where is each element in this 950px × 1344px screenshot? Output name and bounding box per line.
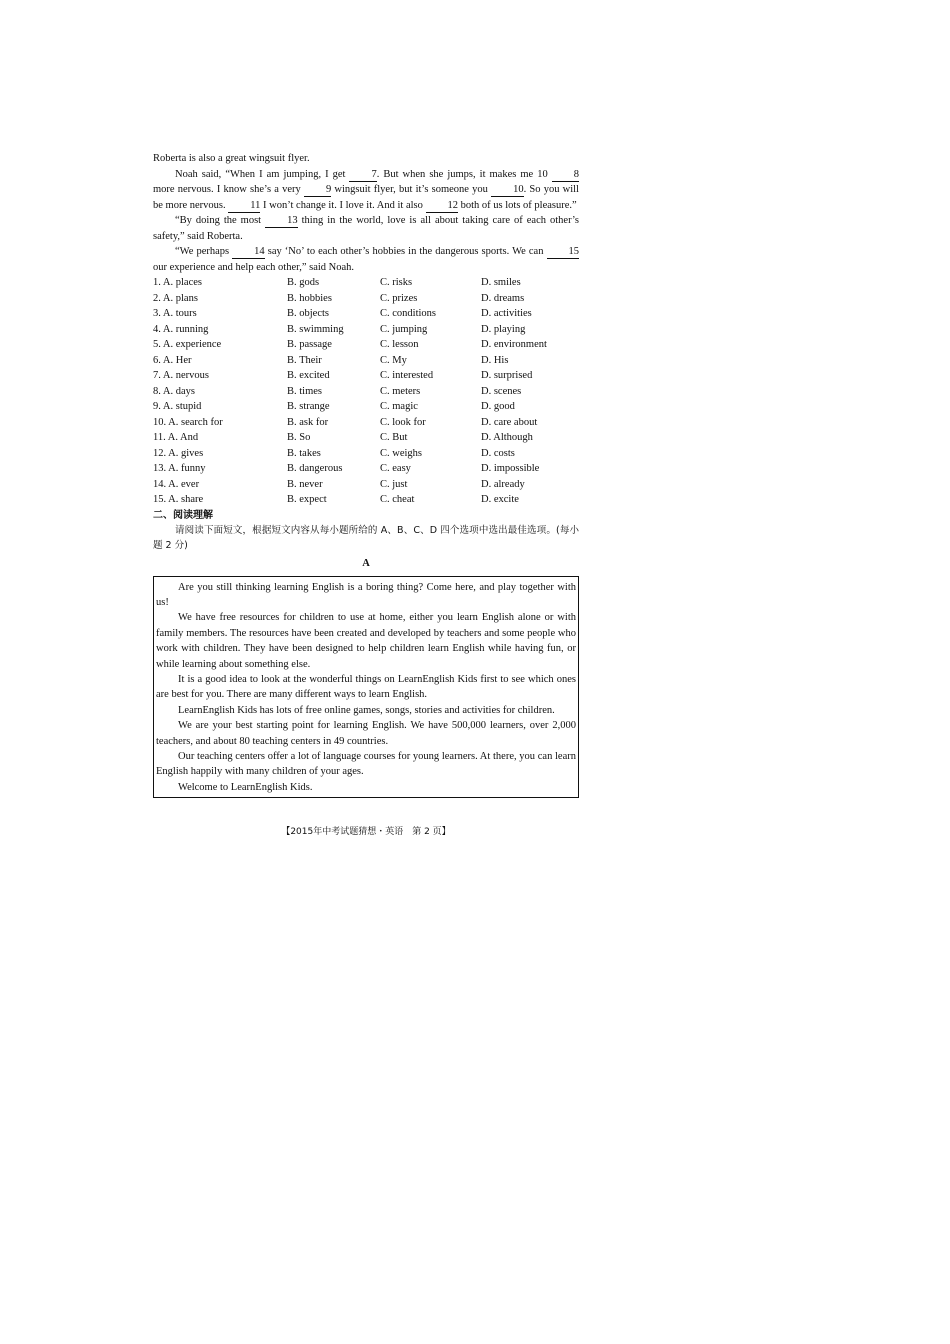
option-b: B. objects <box>287 308 329 319</box>
option-d: D. His <box>481 354 509 366</box>
option-c: C. easy <box>380 463 411 474</box>
option-row <box>153 399 579 415</box>
option-d: D. impossible <box>481 463 540 474</box>
passage-label: A <box>362 558 370 569</box>
option-c: C. lesson <box>380 339 419 350</box>
option-b: B. never <box>287 478 323 490</box>
option-a: 2. A. plans <box>153 292 198 304</box>
option-row <box>153 492 579 508</box>
option-c: C. interested <box>380 370 434 381</box>
option-a: 10. A. search for <box>153 416 223 428</box>
cloze-paragraph <box>153 244 579 275</box>
blank-7: 7 <box>349 169 376 182</box>
option-b: B. dangerous <box>287 463 343 474</box>
option-b: B. passage <box>287 339 332 350</box>
option-c: C. My <box>380 354 407 366</box>
text-run: I won’t change it. I love it. And it also <box>260 199 426 211</box>
option-a: 1. A. places <box>153 277 202 288</box>
passage-paragraph: We have free resources for children to use at home, either you learn English alone or with family members. The resources have been created and developed by teachers and some people who work with children. They have been designed to help children learn English while having fun, or while learning about something else. <box>156 612 576 670</box>
option-b: B. So <box>287 432 311 443</box>
option-d: D. dreams <box>481 292 525 304</box>
blank-15: 15 <box>547 246 580 259</box>
option-c: C. risks <box>380 277 413 288</box>
passage-paragraph: LearnEnglish Kids has lots of free online games, songs, stories and activities for children. <box>178 704 555 716</box>
cloze-line: Roberta is also a great wingsuit flyer. <box>153 153 310 164</box>
option-c: C. prizes <box>380 292 418 304</box>
section-title: 二、阅读理解 <box>153 509 213 521</box>
option-d: D. already <box>481 478 525 490</box>
text-run: . So you will be more nervous. <box>153 184 579 211</box>
cloze-paragraph <box>153 213 579 244</box>
option-d: D. care about <box>481 416 538 428</box>
option-b: B. ask for <box>287 416 329 428</box>
text-run: Noah said, “When I am jumping, I get <box>175 168 350 180</box>
text-run: thing in the world, love is all about taking care of each other’s safety,” said Roberta. <box>153 215 579 242</box>
text-run: . But when she jumps, it makes me 10 <box>376 168 552 180</box>
option-a: 4. A. running <box>153 323 209 335</box>
answer-options <box>153 275 579 508</box>
option-row <box>153 461 579 477</box>
passage-a-box <box>153 576 579 799</box>
option-row <box>153 337 579 353</box>
passage-paragraph: Welcome to LearnEnglish Kids. <box>178 781 313 793</box>
option-a: 14. A. ever <box>153 478 200 490</box>
blank-11: 11 <box>228 200 260 213</box>
option-b: B. takes <box>287 447 321 459</box>
option-c: C. look for <box>380 416 426 428</box>
text-run: “We perhaps <box>175 246 233 257</box>
option-d: D. Although <box>481 432 533 443</box>
option-c: C. meters <box>380 385 421 397</box>
blank-8: 8 <box>552 169 579 182</box>
text-run: our experience and help each other,” said Noah. <box>153 261 355 273</box>
option-a: 6. A. Her <box>153 354 192 366</box>
option-c: C. weighs <box>380 447 422 459</box>
option-d: D. smiles <box>481 277 521 288</box>
option-b: B. hobbies <box>287 292 332 304</box>
option-row <box>153 446 579 462</box>
option-c: C. just <box>380 478 408 490</box>
option-c: C. magic <box>380 401 418 412</box>
page-content <box>153 151 579 798</box>
option-row <box>153 477 579 493</box>
option-row <box>153 275 579 291</box>
passage-paragraph: Our teaching centers offer a lot of language courses for young learners. At there, you can learn English happily with many children of your ages. <box>156 750 576 778</box>
option-b: B. excited <box>287 370 330 381</box>
option-a: 15. A. share <box>153 494 204 505</box>
option-d: D. excite <box>481 494 519 505</box>
option-row <box>153 415 579 431</box>
option-row <box>153 353 579 369</box>
passage-paragraph: We are your best starting point for learning English. We have 500,000 learners, over 2,000 teachers, and about 80 teaching centers in 49 countries. <box>156 720 576 747</box>
option-a: 5. A. experience <box>153 339 222 350</box>
option-d: D. playing <box>481 323 526 335</box>
option-b: B. swimming <box>287 323 344 335</box>
option-a: 8. A. days <box>153 385 195 397</box>
blank-13: 13 <box>265 215 298 228</box>
section-instruction: 请阅读下面短文，根据短文内容从每小题所给的 A、B、C、D 四个选项中选出最佳选项。(每小题 2 分) <box>153 525 579 551</box>
option-d: D. good <box>481 401 515 412</box>
option-a: 9. A. stupid <box>153 401 202 412</box>
passage-paragraph: Are you still thinking learning English is a boring thing? Come here, and play together with us! <box>156 581 576 608</box>
blank-9: 9 <box>304 184 331 197</box>
option-c: C. But <box>380 432 408 443</box>
option-row <box>153 368 579 384</box>
option-row <box>153 291 579 307</box>
option-d: D. surprised <box>481 370 533 381</box>
option-a: 11. A. And <box>153 432 199 443</box>
option-b: B. strange <box>287 401 330 412</box>
option-d: D. costs <box>481 447 515 459</box>
option-row <box>153 384 579 400</box>
option-a: 3. A. tours <box>153 308 197 319</box>
text-run: say ‘No’ to each other’s hobbies in the dangerous sports. We can <box>264 246 547 257</box>
option-d: D. activities <box>481 308 532 319</box>
option-b: B. Their <box>287 354 322 366</box>
option-c: C. cheat <box>380 494 415 505</box>
text-run: both of us lots of pleasure.” <box>458 199 577 211</box>
option-c: C. conditions <box>380 308 437 319</box>
text-run: wingsuit flyer, but it’s someone you <box>331 184 492 195</box>
option-d: D. environment <box>481 339 547 350</box>
blank-10: 10 <box>491 184 524 197</box>
blank-14: 14 <box>232 246 265 259</box>
passage-paragraph: It is a good idea to look at the wonderful things on LearnEnglish Kids first to see which ones are best for you. There are many different ways to learn English. <box>156 673 576 701</box>
option-a: 7. A. nervous <box>153 370 209 381</box>
cloze-paragraph <box>153 167 579 214</box>
option-c: C. jumping <box>380 323 428 335</box>
page-footer: 【2015年中考试题猜想・英语 第 2 页】 <box>281 827 451 837</box>
blank-12: 12 <box>426 200 459 213</box>
text-run: more nervous. I know she’s a very <box>153 184 304 195</box>
option-row <box>153 322 579 338</box>
option-row <box>153 430 579 446</box>
option-row <box>153 306 579 322</box>
option-b: B. expect <box>287 494 327 505</box>
option-a: 12. A. gives <box>153 447 204 459</box>
option-b: B. times <box>287 385 323 397</box>
option-b: B. gods <box>287 277 320 288</box>
text-run: “By doing the most <box>175 215 266 226</box>
option-d: D. scenes <box>481 385 522 397</box>
option-a: 13. A. funny <box>153 463 206 474</box>
